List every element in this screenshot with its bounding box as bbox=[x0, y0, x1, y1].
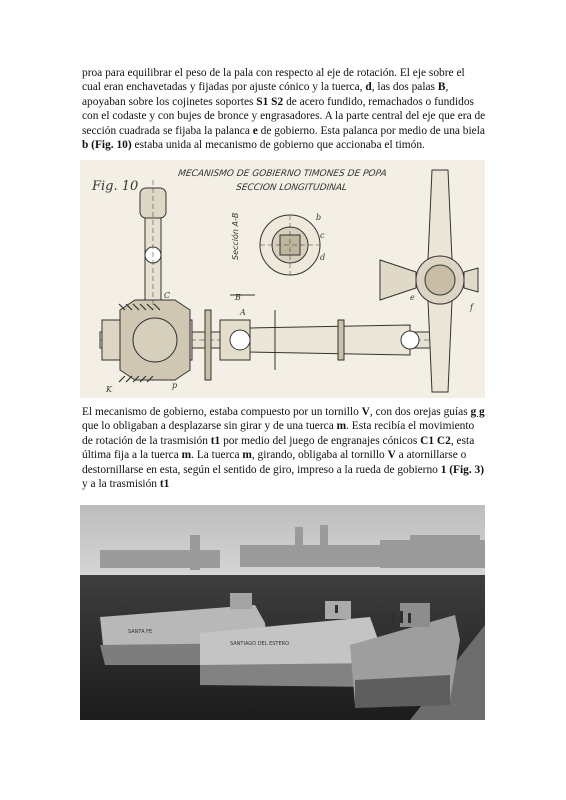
mark-d: d bbox=[320, 253, 326, 262]
mark-A: A bbox=[240, 308, 246, 317]
text-run: estaba unida al mecanismo de gobierno que accionaba el timón. bbox=[131, 139, 425, 152]
text-run: , las dos palas bbox=[371, 81, 438, 94]
text-run: , con dos orejas guías bbox=[369, 406, 471, 418]
text-run: de acero fundido, remachados o fundidos con el codaste y con bujes de bronce y engrasadores. A la parte central del eje que era de sección cuadrada se fijaba la palanca bbox=[82, 95, 486, 137]
text-run: de gobierno. Esta palanca por medio de una biela bbox=[257, 124, 485, 137]
drawing-title: MECANISMO DE GOBIERNO TIMONES DE POPA bbox=[177, 169, 388, 179]
text-run: proa para equilibrar el peso de la pala con respecto al eje de rotación. El eje sobre el cual eran enchavetadas y fijadas por ajuste cónico y la tuerca, bbox=[82, 67, 465, 94]
ref-m: m bbox=[336, 420, 347, 433]
ref-d: d bbox=[365, 81, 372, 94]
text-run: . La tuerca bbox=[191, 449, 243, 462]
ref-m: m bbox=[242, 449, 252, 462]
mark-p: p bbox=[172, 381, 178, 390]
ref-B: B bbox=[437, 81, 446, 94]
figure-10-drawing bbox=[80, 160, 485, 398]
text-run: , esta última fija a la tuerca bbox=[82, 434, 475, 462]
ref-b-fig10: b (Fig. 10) bbox=[82, 139, 132, 152]
submarines-photo bbox=[80, 505, 485, 720]
harbor-scene bbox=[80, 505, 485, 720]
text-run: El mecanismo de gobierno, estaba compuesto por un tornillo bbox=[82, 406, 362, 418]
mark-c: c bbox=[320, 231, 325, 240]
fig-label: Fig. 10 bbox=[92, 179, 139, 194]
text-run: por medio del juego de engranajes cónicos bbox=[220, 434, 421, 447]
text-run: y a la trasmisión bbox=[82, 478, 160, 491]
mark-e: e bbox=[410, 293, 415, 302]
mark-f: f bbox=[470, 303, 473, 312]
drawing-subtitle: SECCION LONGITUDINAL bbox=[235, 183, 348, 193]
mark-C: C bbox=[164, 291, 171, 300]
text-run: , apoyaban sobre los cojinetes soportes bbox=[82, 81, 449, 108]
ref-t1: t1 bbox=[159, 478, 170, 491]
mark-B: B bbox=[235, 293, 241, 302]
ref-V: V bbox=[387, 449, 396, 462]
ref-t1: t1 bbox=[210, 434, 221, 447]
hull-label-santa-fe: SANTA FE bbox=[128, 629, 153, 635]
hull-label-santiago-del-estero: SANTIAGO DEL ESTERO bbox=[230, 641, 290, 647]
text-run: . Esta recibía el movimiento de rotación de la trasmisión bbox=[82, 420, 475, 447]
mark-b: b bbox=[316, 213, 322, 222]
technical-drawing bbox=[80, 160, 485, 398]
ref-S1-S2: S1 S2 bbox=[256, 95, 284, 108]
ref-C1-C2: C1 C2 bbox=[420, 434, 451, 447]
ref-1-fig3: 1 (Fig. 3) bbox=[440, 463, 485, 476]
paragraph-steering-mechanism bbox=[82, 405, 486, 491]
paragraph-rudder-axis bbox=[82, 66, 486, 152]
ref-m: m bbox=[181, 449, 192, 462]
ref-e: e bbox=[252, 124, 258, 137]
mark-K: K bbox=[106, 385, 112, 394]
text-run: que lo obligaban a desplazarse sin girar y de una tuerca bbox=[82, 420, 337, 433]
ref-g-g: g g bbox=[470, 406, 485, 418]
ref-V: V bbox=[361, 406, 370, 418]
text-run: a atornillarse o destornillarse en esta, según el sentido de giro, impreso a la rueda de gobierno bbox=[82, 449, 467, 476]
text-run: , girando, obligaba al tornillo bbox=[251, 449, 388, 462]
section-label: Sección A-B bbox=[231, 212, 240, 260]
